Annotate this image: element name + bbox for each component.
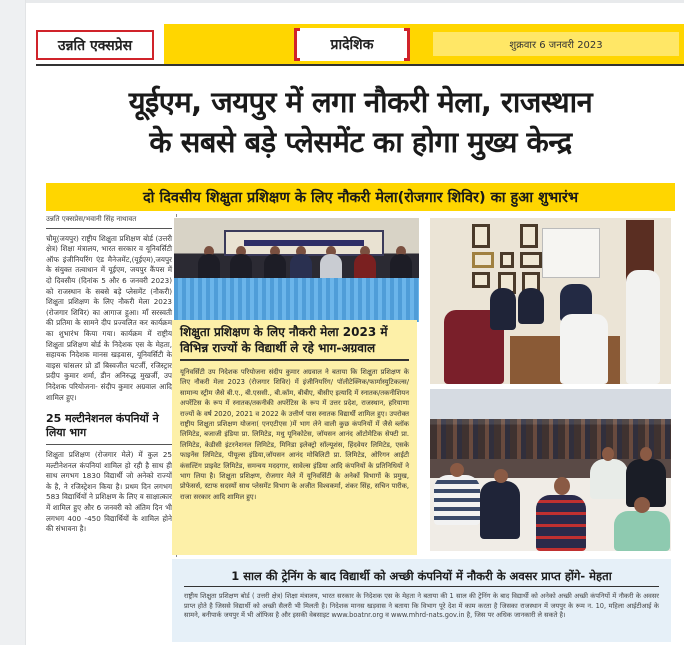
intro-paragraph: चौमू(जयपुर) राष्ट्रीय शिक्षुता प्रशिक्षण बोर्ड (उत्तरी क्षेत्र) शिक्षा मंत्रालय, भारत सरकार व यूनिवर्सिटी ऑफ इंजीनियरिंग एंड मैनेजमेंट,(यूईएम),जयपुर के संयुक्त तत्वाधान में यूईएम, जयपुर कैंपस में दो दिवसीय (दिनांक 5 और 6 जनवरी 2023) को राजस्थान के सबसे बड़े प्लेसमेंट (नौकरी) शिक्षुता प्रशिक्षण के लिए नौकरी मेला 2023 (रोजगार शिविर) का आगाज हुआ। माँ सरस्वती की प्रतिमा के सामने दीप प्रज्वलित कर कार्यक्रम का शुभारंभ किया गया। कार्यक्रम में राष्ट्रीय शिक्षुता प्रशिक्षण बोर्ड के निदेशक एस के मेहता, सहायक निदेशक मानस खड़वास, यूनिवर्सिटी के वाइस चांसलर प्रो डॉ बिस्वजीत घटर्जी, रजिस्ट्रार प्रदीप कुमार शर्मा, डीन अनिरुद्ध मुखर्जी, उप निदेशक परियोजना- संदीप कुमार अग्रवाल आदि शामिल हुए। [46, 233, 172, 402]
interview-photo [430, 218, 671, 384]
audience-photo [430, 389, 671, 551]
headline-line-2: के सबसे बड़े प्लेसमेंट का होगा मुख्य केन्द्र [149, 125, 572, 159]
byline: उन्नति एक्सप्रेस/भवानी सिंह नाथावत [46, 214, 172, 229]
headline [36, 82, 684, 162]
section-label: प्रादेशिक [330, 37, 374, 53]
bracket-right-icon [404, 28, 410, 61]
crowd [430, 419, 671, 459]
bottom-body: राष्ट्रीय शिक्षुता प्रशिक्षण बोर्ड ( उत्तरी क्षेत्र) शिक्षा मंत्रालय, भारत सरकार के निदेशक एस के मेहता ने बताया की 1 साल की ट्रेनिंग के बाद विद्यार्थी को अनेको अच्छी अच्छी कंपनियों में नौकरी के अवसर प्राप्त होते है जिससे विद्यार्थी को अच्छी सैलरी भी मिलती है। निदेशक मानस खड़वास ने बताया कि विभाग पूरे देश में काम करता है जिसका राजस्थान में जयपुर के रूम न. 10, महिला आईटीआई के सामने, बनीपार्क जयपुर में भी ऑफिस है और इसकी वेबसाइट www.boatnr.org व www.mhrd-nats.gov.in है, जिस पर अधिक जानकारी ले सकते है। [184, 592, 659, 620]
masthead [36, 24, 684, 66]
dateline: शुक्रवार 6 जनवरी 2023 [433, 32, 679, 56]
side-heading: 25 मल्टीनेशनल कंपनियों ने लिया भाग [46, 412, 172, 445]
inset-title: शिक्षुता प्रशिक्षण के लिए नौकरी मेला 2023 में विभिन्न राज्यों के विद्यार्थी ले रहे भाग-अग्रवाल [180, 324, 409, 361]
dais-photo [174, 218, 419, 322]
top-strip [26, 0, 684, 3]
publication-name: उन्नति एक्सप्रेस [36, 30, 154, 60]
section-tag [294, 28, 410, 61]
inset-body: यूनिवर्सिटी उप निदेशक परियोजना संदीप कुमार अग्रवाल ने बताया कि शिक्षुता प्रशिक्षण के लिए नौकरी मेला 2023 (रोजगार शिविर) में इंजीनियरिंग/ पॉलीटेक्निक/फार्मास्युटिकल्स/सामान्य स्ट्रीम जैसे बी.ए., बी.एससी., बी.कॉम, बीबीए, बीसीए इत्यादि में स्नातक/तकनीशियन अपरेंटिस के रूप में स्नातक/तकनीकी अपरेंटिस के रूप में उत्तर प्रदेश, राजस्थान, हरियाणा राज्यों के वर्ष 2020, 2021 व 2022 के उत्तीर्ण पास स्नातक विद्यार्थी शामिल हुए। उपरोक्त राष्ट्रीय शिक्षुता प्रशिक्षण योजना( एनएटीएस )में भाग लेने वाली कुछ कंपनियों में जैसे ब्लॉक लिमिटेड, बजाजी इंडिया प्रा. लिमिटेड, मधु यूनिकोटेस, जॉयसन आनंद ऑटोमेटिक सेफ्टी प्रा. लिमिटेड, केडीसी इंटरनेशनल लिमिटेड, मिनिडा इलेक्ट्रो सॉल्यूशंस, हिंदवेयर लिमिटेड, एसके फाइनेंस लिमिटेड, पीयूल्स इंडिया,जॉयसन आनंद मोबिलिटी प्रा. लिमिटेड, ओरिगन आईटी कंसल्टिंग प्राइवेट लिमिटेड, समन्वय मददगार, सावेल्स इंडिया आदि कंपनियों के प्रतिनिधियों ने भाग लिया है। शिक्षुता प्रशिक्षण, रोजगार मेले में यूनिवर्सिटी के अनेकों विभागों के प्रमुख, प्रोफेसर्स, स्टाफ सदस्यों साथ प्लेसमेंट विभाग के अजीत विश्वकर्मा, शंकर सिंह, सचिन पारीक, राजा सरकार आदि शामिल हुए। [180, 368, 409, 501]
headline-line-1: यूईएम, जयपुर में लगा नौकरी मेला, राजस्थान [128, 85, 593, 119]
bottom-article [172, 559, 671, 642]
bracket-left-icon [294, 28, 300, 61]
subheadline: दो दिवसीय शिक्षुता प्रशिक्षण के लिए नौकरी मेला(रोजगार शिविर) का हुआ शुभारंभ [46, 183, 675, 211]
inset-article [172, 320, 417, 555]
left-column [46, 214, 172, 535]
bottom-title: 1 साल की ट्रेनिंग के बाद विद्यार्थी को अच्छी कंपनियों में नौकरी के अवसर प्राप्त होंगे- मेहता [184, 569, 659, 587]
blue-table-cloth [174, 278, 419, 322]
whiteboard [542, 228, 600, 278]
newspaper-page [25, 0, 684, 645]
companies-paragraph: शिक्षुता प्रशिक्षण (रोजगार मेले) में कुल 25 मल्टीनेशनल कंपनियां शामिल हो रही है साथ ही साथ लगभग 1830 विद्यार्थी जो अनेको राज्यों के है, ने रजिस्ट्रेशन किया है। प्रथम दिन लगभग 583 विद्यार्थियों ने प्रशिक्षण के लिए व साक्षात्कार में शामिल हुए और 6 जनवरी को अंतिम दिन भी लगभग 400 -450 विद्यार्थियों के शामिल होने की संभावना है। [46, 450, 172, 534]
